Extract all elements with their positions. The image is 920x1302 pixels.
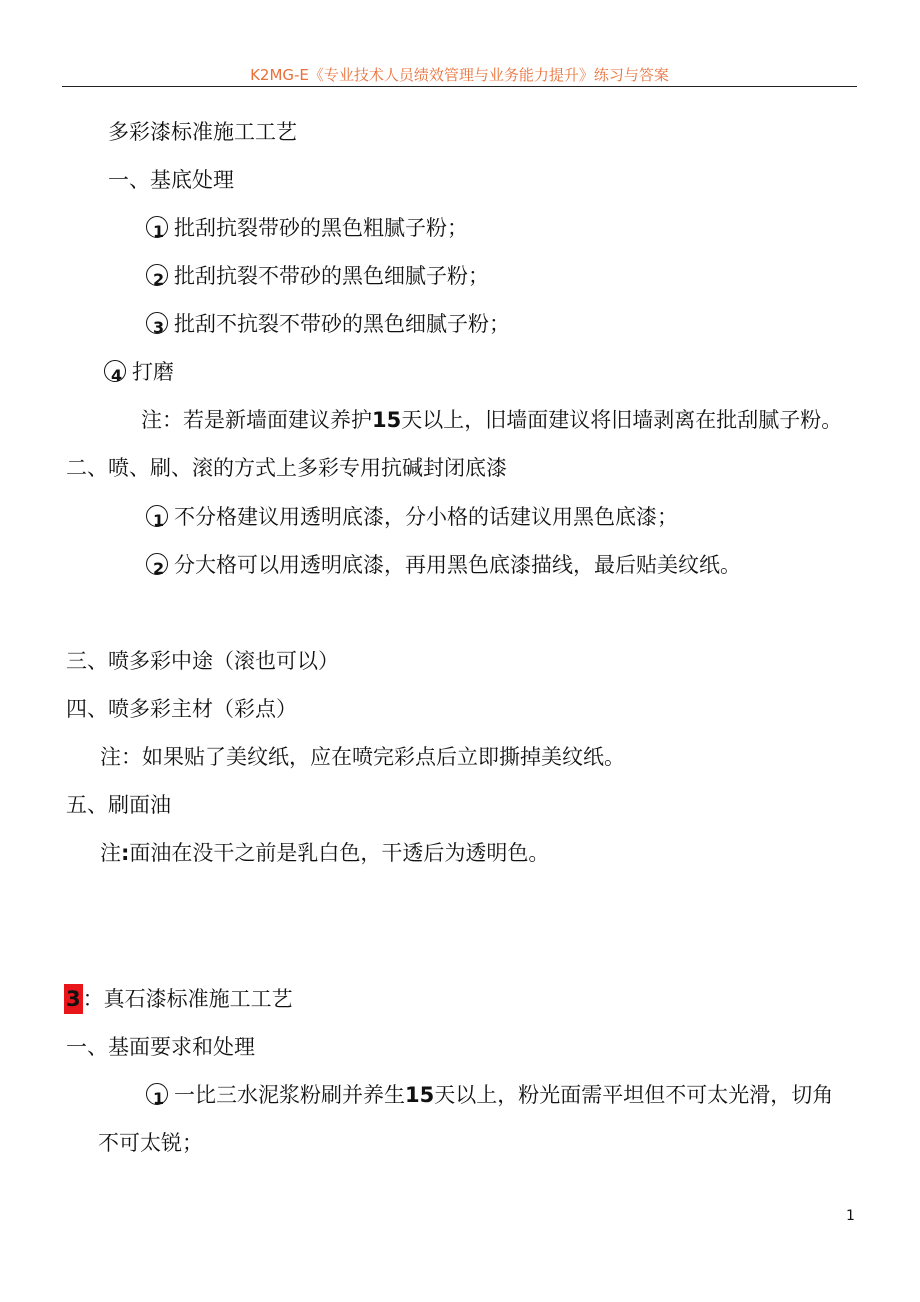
list-item: 2 批刮抗裂不带砂的黑色细腻子粉； [146, 261, 489, 291]
list-item: 1 批刮抗裂带砂的黑色粗腻子粉； [146, 213, 468, 243]
section-1-heading-stone: 一、基面要求和处理 [66, 1035, 255, 1059]
circled-number: 4 [104, 357, 132, 387]
circled-number: 2 [146, 261, 174, 291]
header-text: K2MG-E《专业技术人员绩效管理与业务能力提升》练习与答案 [250, 66, 669, 84]
section-4-heading: 四、喷多彩主材（彩点） [66, 697, 297, 721]
circled-number: 1 [146, 213, 174, 243]
doc-title-stone: 3：真石漆标准施工工艺 [64, 984, 293, 1014]
highlighted-number: 3 [64, 984, 83, 1014]
list-item: 1 一比三水泥浆粉刷并养生15天以上，粉光面需平坦但不可太光滑，切角 [146, 1080, 833, 1110]
circled-number: 1 [146, 1080, 174, 1110]
section-5-heading: 五、刷面油 [66, 793, 171, 817]
doc-title-multicolor: 多彩漆标准施工工艺 [108, 120, 297, 144]
section-2-heading: 二、喷、刷、滚的方式上多彩专用抗碱封闭底漆 [66, 456, 507, 480]
circled-number: 1 [146, 502, 174, 532]
list-item: 1 不分格建议用透明底漆，分小格的话建议用黑色底漆； [146, 502, 678, 532]
note-paragraph: 注：如果贴了美纹纸，应在喷完彩点后立即撕掉美纹纸。 [100, 745, 625, 769]
page-number: 1 [846, 1208, 855, 1224]
circled-number: 3 [146, 309, 174, 339]
list-item: 4 打磨 [104, 357, 174, 387]
circled-number: 2 [146, 550, 174, 580]
note-paragraph: 注:面油在没干之前是乳白色，干透后为透明色。 [100, 841, 550, 865]
note-paragraph: 注：若是新墙面建议养护15天以上，旧墙面建议将旧墙剥离在批刮腻子粉。 [141, 408, 843, 432]
section-3-heading: 三、喷多彩中途（滚也可以） [66, 649, 339, 673]
list-item-continuation: 不可太锐； [98, 1131, 203, 1155]
list-item: 2 分大格可以用透明底漆，再用黑色底漆描线，最后贴美纹纸。 [146, 550, 741, 580]
page-header [62, 64, 857, 87]
section-1-heading: 一、基底处理 [108, 168, 234, 192]
list-item: 3 批刮不抗裂不带砂的黑色细腻子粉； [146, 309, 510, 339]
